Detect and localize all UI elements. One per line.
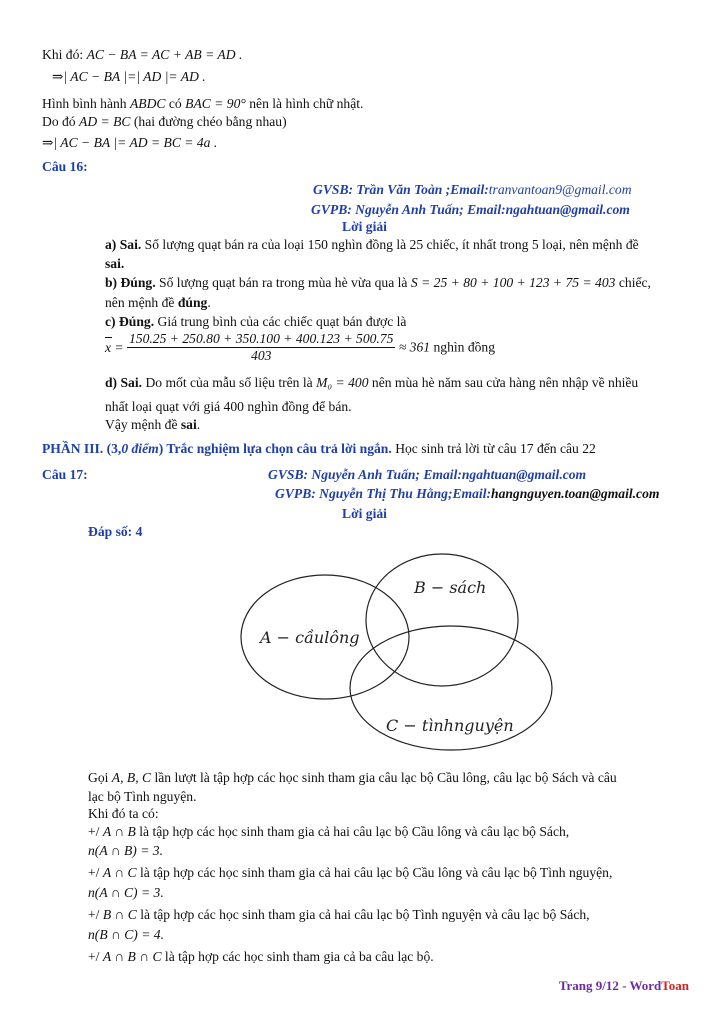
- part3-bold: PHẦN III. (3,: [42, 441, 122, 456]
- math-abdc: ABDC: [129, 96, 166, 111]
- q17-p3: Khi đó ta có:: [88, 806, 159, 821]
- math-result-4a: ⇒| AC − BA |= AD = BC = 4a .: [42, 135, 218, 150]
- q17-item1-text: là tập hợp các học sinh tham gia cả hai câu lạc bộ Cầu lông và câu lạc bộ Sách,: [139, 824, 570, 839]
- venn-label-b: B − sách: [414, 578, 487, 597]
- part3-heading: [42, 440, 596, 458]
- text-co: có: [168, 96, 182, 111]
- vector-equation: AC − BA = AC + AB = AD .: [86, 47, 243, 62]
- q17-item1: [88, 823, 569, 841]
- venn-label-c: C − tìnhnguyện: [386, 716, 514, 735]
- q16-gvsb-text: GVSB: Trần Văn Toàn ;Email:: [313, 182, 489, 197]
- q17-item3: [88, 906, 590, 924]
- text-hinh-chu-nhat: nên là hình chữ nhật.: [249, 96, 364, 111]
- q17-item1-bullet: +/: [88, 824, 100, 839]
- q16-c-text: Giá trung bình của các chiếc quạt bán được là: [157, 314, 407, 329]
- q17-label: Câu 17:: [42, 467, 88, 482]
- q16-b-tail: chiếc,: [618, 275, 651, 290]
- page-footer: [559, 978, 689, 994]
- q16-a: [105, 236, 639, 254]
- footer-brand: Toan: [661, 978, 689, 993]
- line-implies-1: [52, 68, 206, 86]
- line-implies-2: [42, 134, 217, 152]
- q17-item4: [88, 948, 434, 966]
- q16-gvsb: [313, 181, 632, 199]
- venn-diagram: [230, 550, 560, 760]
- venn-set-b: [366, 554, 518, 686]
- q17-gvpb-email: hangnguyen.toan@gmail.com: [491, 486, 660, 501]
- line-do-do: [42, 113, 287, 131]
- q16-c-formula: [105, 331, 495, 364]
- text-khi-do: Khi đó:: [42, 47, 84, 62]
- q16-b-cont: nên mệnh đề đúng.: [105, 295, 211, 310]
- q17-item4-text: là tập hợp các học sinh tham gia cả ba câu lạc bộ.: [164, 949, 434, 964]
- q16-c-approx: ≈ 361: [398, 339, 431, 355]
- q17-p1: [88, 769, 617, 787]
- vector-magnitude-equation: ⇒| AC − BA |=| AD |= AD .: [52, 69, 206, 84]
- q17-p1-goi: Gọi: [88, 770, 109, 785]
- q17-item2: [88, 864, 612, 882]
- q16-d-text-a: Do mốt của mẫu số liệu trên là: [145, 375, 313, 390]
- q17-loigiai: Lời giải: [342, 506, 387, 521]
- footer-page: Trang 9/12 - Word: [558, 978, 662, 993]
- q16-d-formula: M₀ = 400: [316, 375, 369, 390]
- q16-b-end: đúng: [177, 295, 208, 310]
- line-hinh-binh-hanh: [42, 95, 363, 113]
- q17-item2-set: A ∩ C: [102, 865, 137, 880]
- q17-item1-eq: n(A ∩ B) = 3.: [88, 843, 163, 858]
- q17-item4-set: A ∩ B ∩ C: [102, 949, 162, 964]
- q16-d-text-b: nên mùa hè năm sau cửa hàng nên nhập về nhiều: [371, 375, 639, 390]
- q16-c-xbar: x =: [105, 339, 124, 355]
- q16-d-label: d) Sai.: [105, 375, 143, 390]
- q17-item3-bullet: +/: [88, 907, 100, 922]
- q17-item3-eq: n(B ∩ C) = 4.: [88, 927, 165, 942]
- q17-item2-bullet: +/: [88, 865, 100, 880]
- q16-a-end: sai.: [105, 256, 125, 271]
- q16-b-label: b) Đúng.: [105, 275, 156, 290]
- part3-instruction: Học sinh trả lời từ câu 17 đến câu 22: [395, 441, 596, 456]
- text-do-do: Do đó: [42, 114, 76, 129]
- q16-d-final-sai: sai: [180, 417, 197, 432]
- q16-c-unit: nghìn đồng: [433, 339, 496, 355]
- text-hai-duong-cheo: (hai đường chéo bằng nhau): [133, 114, 287, 129]
- q16-b-text: Số lượng quạt bán ra trong mùa hè vừa qua là: [159, 275, 408, 290]
- q17-item3-set: B ∩ C: [102, 907, 137, 922]
- q16-d-cont: nhất loại quạt với giá 400 nghìn đồng để bán.: [105, 399, 352, 414]
- q17-item1-set: A ∩ B: [102, 824, 136, 839]
- q17-p2: lạc bộ Tình nguyện.: [88, 789, 197, 804]
- part3-bold2: ) Trắc nghiệm lựa chọn câu trả lời ngắn.: [158, 441, 392, 456]
- q16-label: Câu 16:: [42, 159, 88, 174]
- q16-c: [105, 313, 406, 331]
- q16-c-xbar-wrap: [105, 340, 127, 355]
- q16-d-final-text: Vậy mệnh đề: [105, 417, 178, 432]
- q17-item2-text: là tập hợp các học sinh tham gia cả hai câu lạc bộ Cầu lông và câu lạc bộ Tình nguyện,: [140, 865, 613, 880]
- q17-item3-text: là tập hợp các học sinh tham gia cả hai câu lạc bộ Tình nguyện và câu lạc bộ Sách,: [140, 907, 590, 922]
- q16-a-text: Số lượng quạt bán ra của loại 150 nghìn đồng là 25 chiếc, ít nhất trong 5 loại, nên mệnh đề: [144, 237, 639, 252]
- q16-b-formula: S = 25 + 80 + 100 + 123 + 75 = 403: [410, 275, 616, 290]
- q16-c-fraction: [127, 331, 395, 364]
- q16-c-numerator: 150.25 + 250.80 + 350.100 + 400.123 + 500.75: [129, 331, 394, 346]
- q17-item4-bullet: +/: [88, 949, 100, 964]
- venn-label-a: A − cầulông: [260, 628, 360, 647]
- q16-d: [105, 374, 638, 392]
- q16-b: [105, 274, 651, 292]
- q16-gvsb-email: tranvantoan9@gmail.com: [488, 182, 632, 197]
- part3-italic: 0 điểm: [121, 441, 159, 456]
- math-ad-bc: AD = BC: [79, 114, 131, 129]
- q17-p1-text: lần lượt là tập hợp các học sinh tham gia câu lạc bộ Cầu lông, câu lạc bộ Sách và câu: [154, 770, 617, 785]
- q16-c-denominator: 403: [251, 348, 272, 363]
- q17-gvsb: GVSB: Nguyễn Anh Tuấn; Email:ngahtuan@gmail.com: [268, 467, 587, 482]
- q17-gvpb: [275, 485, 659, 503]
- q16-a-label: a) Sai.: [105, 237, 142, 252]
- q16-d-final: Vậy mệnh đề sai.: [105, 417, 201, 432]
- q17-p1-sets: A, B, C: [111, 770, 152, 785]
- q16-b-cont-text: nên mệnh đề: [105, 295, 175, 310]
- q17-item2-eq: n(A ∩ C) = 3.: [88, 885, 164, 900]
- line-khi-do: [42, 46, 242, 64]
- q16-c-label: c) Đúng.: [105, 314, 155, 329]
- q17-gvpb-text: GVPB: Nguyễn Thị Thu Hằng;Email:: [275, 486, 492, 501]
- q16-gvpb: GVPB: Nguyễn Anh Tuấn; Email:ngahtuan@gmail.com: [311, 202, 630, 217]
- q17-answer: Đáp số: 4: [88, 524, 143, 539]
- q16-loigiai: Lời giải: [342, 219, 387, 234]
- math-angle-bac: BAC = 90°: [185, 96, 246, 111]
- text-hbh: Hình bình hành: [42, 96, 127, 111]
